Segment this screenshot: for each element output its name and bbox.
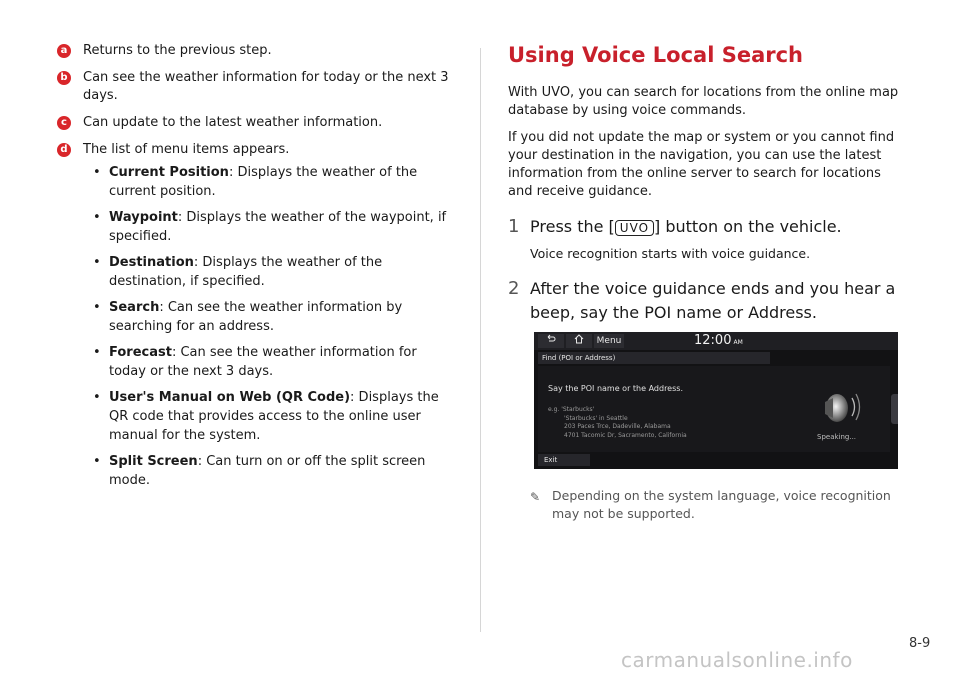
numbered-item-d	[57, 141, 457, 490]
home-button[interactable]	[566, 334, 592, 348]
list-item: • Current Position: Displays the weather of the current position.	[93, 165, 418, 199]
list-item: • Forecast: Can see the weather information for today or the next 3 days.	[93, 345, 417, 379]
badge-a: a	[57, 44, 71, 58]
numbered-item-a	[57, 42, 457, 60]
badge-b: b	[57, 71, 71, 85]
section-title: Using Voice Local Search	[508, 43, 804, 67]
side-panel-handle[interactable]	[891, 394, 898, 424]
numbered-text: Returns to the previous step.	[83, 43, 272, 58]
info-paragraph: If you did not update the map or system or you cannot find your destination in the navigation, you can use the latest information from the online server to search for locations and receive guidance.	[508, 130, 895, 199]
note	[530, 487, 912, 523]
numbered-text: Can see the weather information for today or the next 3 days.	[83, 70, 449, 103]
bullet-desc: : Can turn on or off the split screen mode.	[109, 454, 426, 488]
example-line: 4701 Tacomic Dr, Sacramento, California	[564, 431, 687, 439]
step-number: 1	[508, 216, 520, 237]
list-item: • Destination: Displays the weather of the destination, if specified.	[93, 255, 383, 289]
right-column	[508, 40, 908, 325]
exit-button[interactable]: Exit	[538, 454, 590, 466]
bullet-term: Destination	[109, 255, 194, 270]
time-ampm: AM	[733, 339, 743, 346]
home-icon	[574, 334, 584, 344]
voice-search-screen	[534, 332, 898, 469]
step-1-note: Voice recognition starts with voice guidance.	[530, 246, 811, 261]
badge-c: c	[57, 116, 71, 130]
voice-prompt: Say the POI name or the Address.	[548, 384, 683, 393]
numbered-text: Can update to the latest weather information.	[83, 115, 383, 130]
clock	[694, 333, 743, 351]
bullet-term: Current Position	[109, 165, 229, 180]
back-icon	[546, 334, 556, 344]
back-button[interactable]	[538, 334, 564, 348]
bullet-term: Forecast	[109, 345, 172, 360]
speaking-status: Speaking...	[817, 433, 857, 441]
bullet-desc: : Displays the weather of the current position.	[109, 165, 418, 199]
screen-subtitle: Find (POI or Address)	[538, 352, 770, 364]
uvo-voice-icon: UVO	[615, 220, 654, 236]
bullet-term: Search	[109, 300, 160, 315]
note-text: Depending on the system language, voice recognition may not be supported.	[552, 488, 891, 521]
numbered-item-c	[57, 114, 457, 132]
bullet-desc: : Displays the QR code that provides access to the online user manual for the system.	[109, 390, 439, 443]
step-2	[508, 277, 908, 325]
menu-items-list	[83, 163, 457, 490]
bullet-desc: : Displays the weather of the destination, if specified.	[109, 255, 383, 289]
list-item: • User's Manual on Web (QR Code): Displays the QR code that provides access to the online user manual for the system.	[93, 390, 439, 443]
example-line: 203 Paces Trce, Dadeville, Alabama	[564, 423, 671, 430]
speaker-icon	[819, 384, 867, 430]
bullet-desc: : Displays the weather of the waypoint, if specified.	[109, 210, 447, 244]
menu-button[interactable]: Menu	[594, 334, 624, 348]
numbered-text: The list of menu items appears.	[83, 142, 290, 157]
step-1	[508, 215, 908, 239]
time-value: 12:00	[694, 333, 732, 348]
step-text-post: ] button on the vehicle.	[654, 217, 842, 236]
left-column	[57, 42, 457, 499]
list-item: • Search: Can see the weather information by searching for an address.	[93, 300, 403, 334]
step-text-pre: Press the [	[530, 217, 615, 236]
pencil-icon: ✎	[530, 490, 541, 504]
bullet-desc: : Can see the weather information for today or the next 3 days.	[109, 345, 417, 379]
example-label: e.g. 'Starbucks'	[548, 406, 595, 413]
bullet-term: User's Manual on Web (QR Code)	[109, 390, 351, 405]
numbered-item-b	[57, 69, 457, 105]
column-divider	[480, 48, 481, 632]
example-list	[548, 406, 687, 440]
watermark: carmanualsonline.info	[621, 648, 853, 672]
example-line: 'Starbucks' in Seattle	[564, 414, 628, 422]
step-text: After the voice guidance ends and you hear a beep, say the POI name or Address.	[530, 279, 896, 322]
list-item: • Waypoint: Displays the weather of the waypoint, if specified.	[93, 210, 447, 244]
bullet-term: Split Screen	[109, 454, 198, 469]
bullet-desc: : Can see the weather information by searching for an address.	[109, 300, 403, 334]
badge-d: d	[57, 143, 71, 157]
screen-top-bar	[534, 332, 898, 350]
step-number: 2	[508, 278, 520, 299]
list-item: • Split Screen: Can turn on or off the split screen mode.	[93, 454, 426, 488]
intro-paragraph: With UVO, you can search for locations from the online map database by using voice commands.	[508, 85, 899, 118]
page-number: 8-9	[909, 636, 931, 651]
bullet-term: Waypoint	[109, 210, 178, 225]
